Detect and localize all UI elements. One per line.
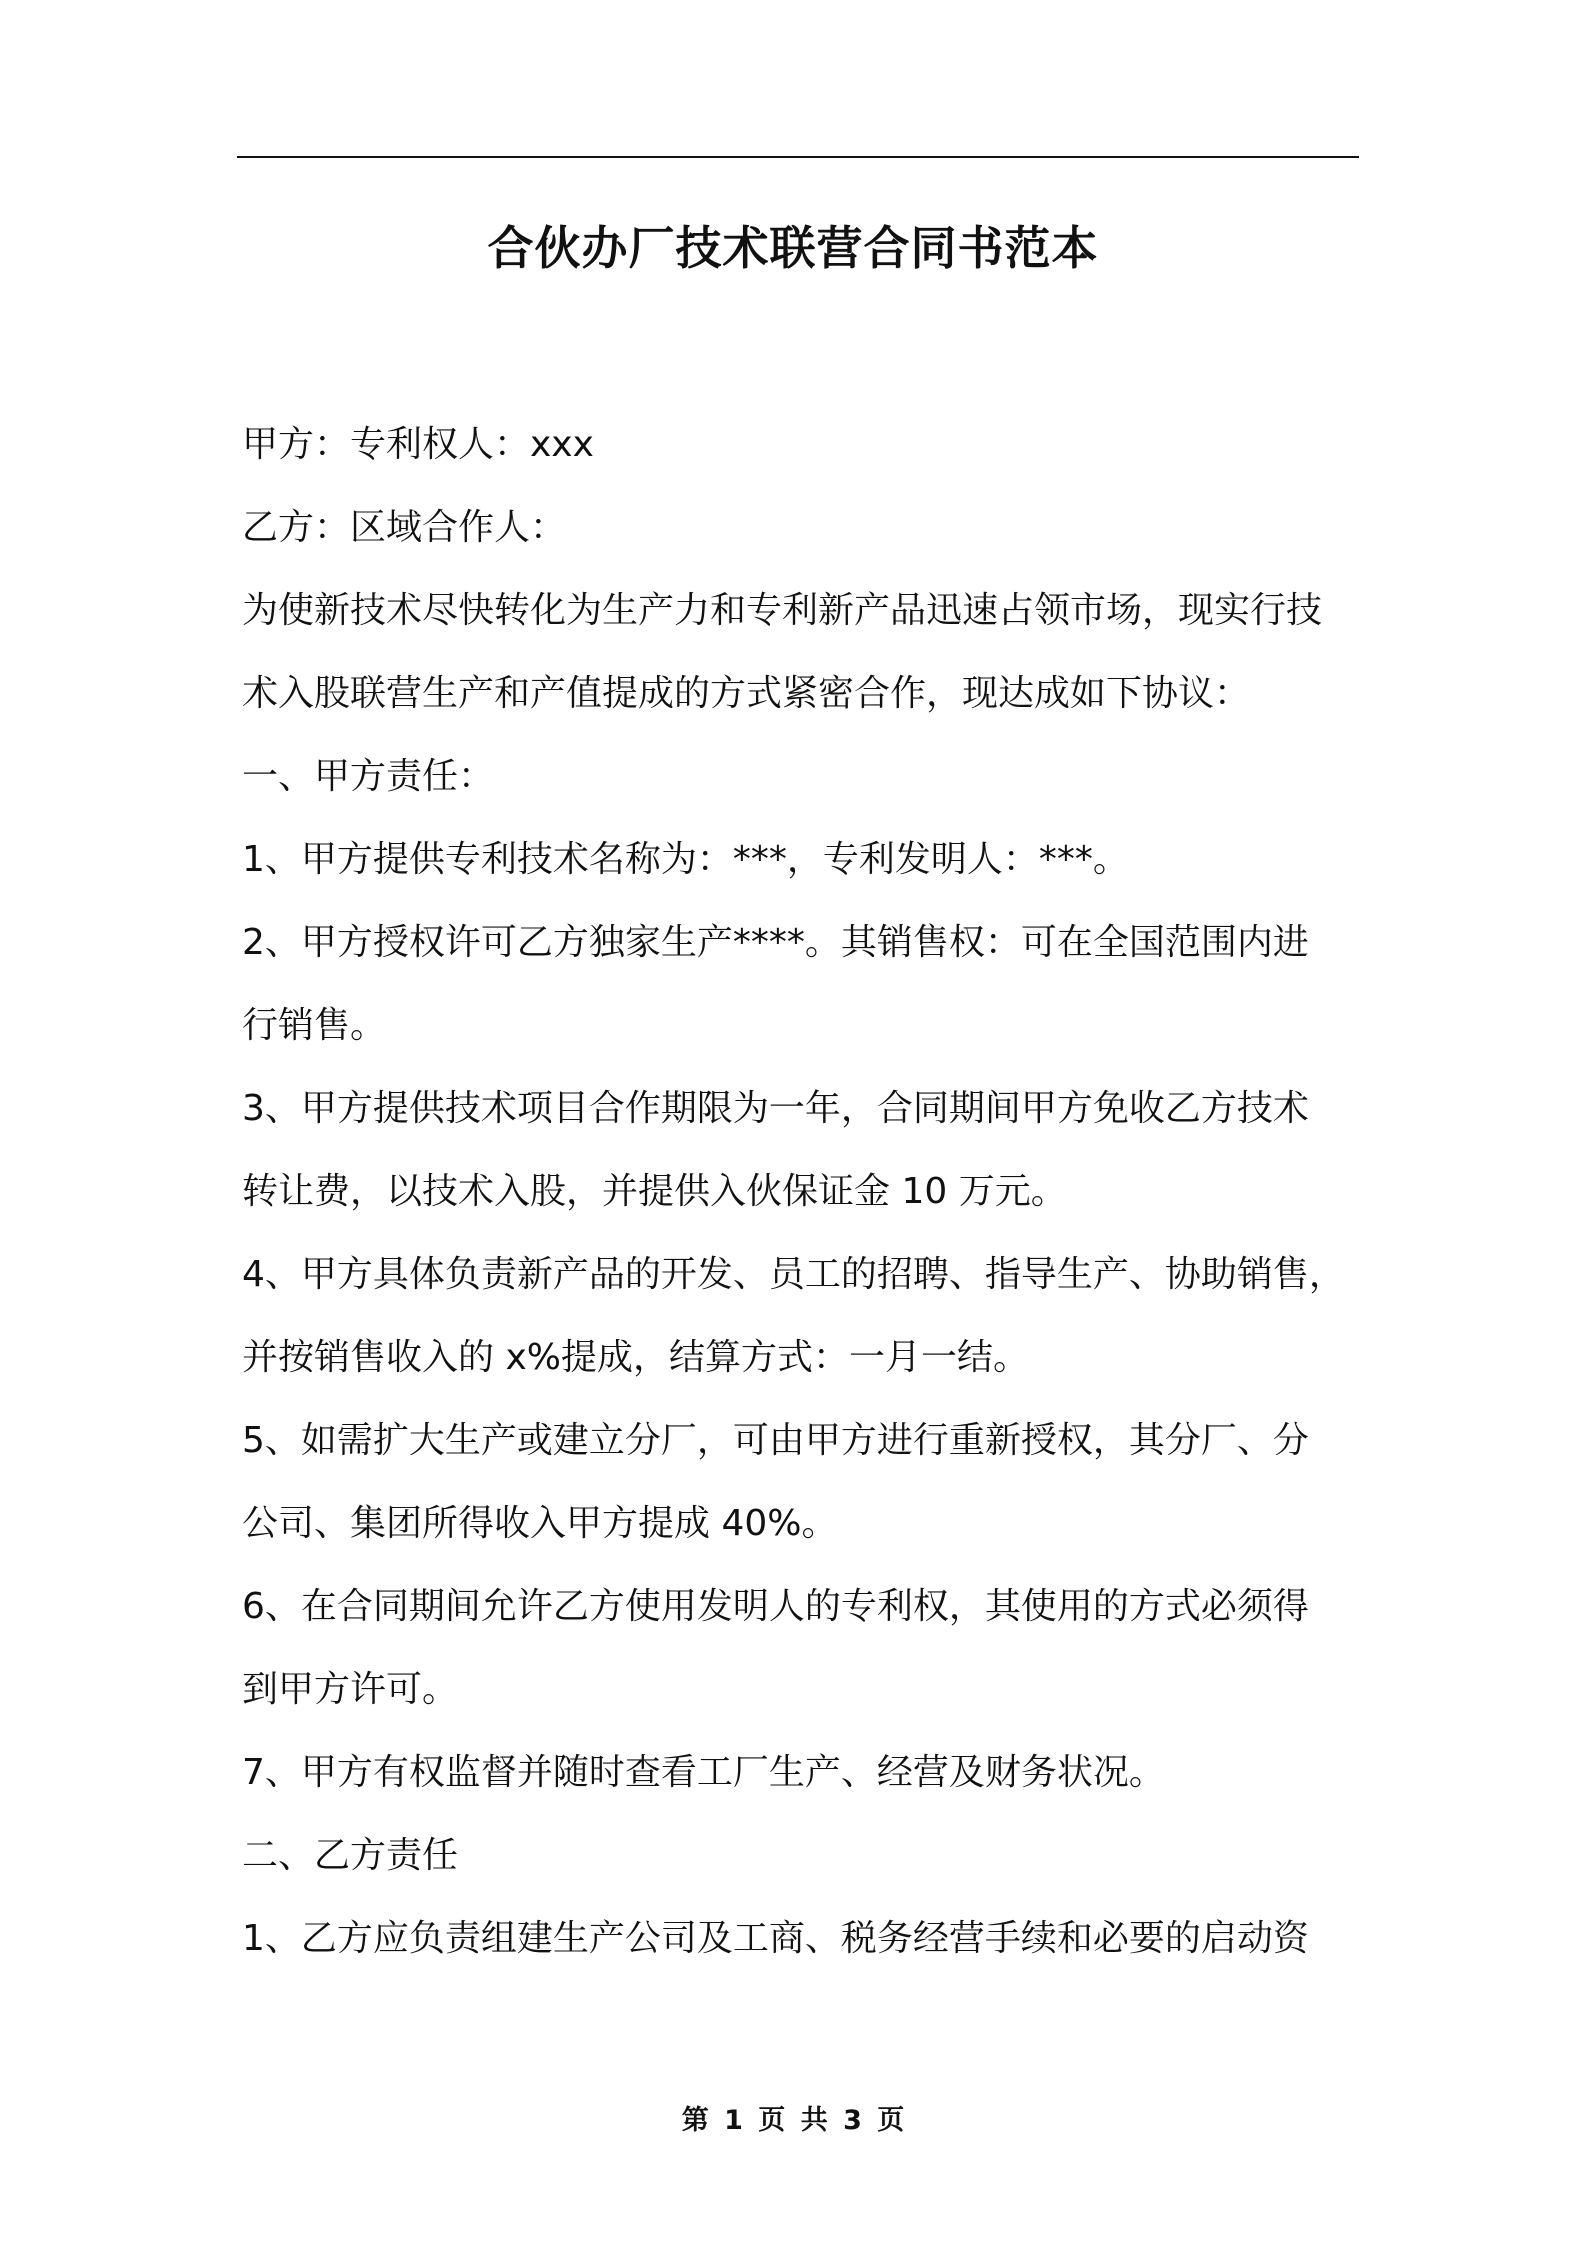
document-title: 合伙办厂技术联营合同书范本 <box>487 221 1099 275</box>
clause-line: 1、甲方提供专利技术名称为：***，专利发明人：***。 <box>242 839 1129 880</box>
clause-line: 7、甲方有权监督并随时查看工厂生产、经营及财务状况。 <box>242 1752 1165 1793</box>
clause-line: 1、乙方应负责组建生产公司及工商、税务经营手续和必要的启动资 <box>242 1918 1309 1959</box>
clause-line: 公司、集团所得收入甲方提成 40%。 <box>242 1503 838 1544</box>
clause-line: 行销售。 <box>242 1005 387 1046</box>
clause-line: 到甲方许可。 <box>242 1669 459 1710</box>
clause-line: 4、甲方具体负责新产品的开发、员工的招聘、指导生产、协助销售， <box>242 1254 1345 1295</box>
clause-line: 并按销售收入的 x%提成，结算方式：一月一结。 <box>242 1337 1029 1378</box>
party-b-line: 乙方：区域合作人： <box>242 507 567 548</box>
header-rule <box>237 156 1359 158</box>
party-a-line: 甲方：专利权人：xxx <box>242 424 594 465</box>
clause-line: 6、在合同期间允许乙方使用发明人的专利权，其使用的方式必须得 <box>242 1586 1309 1627</box>
section-heading: 一、甲方责任： <box>242 756 495 797</box>
preamble-line: 术入股联营生产和产值提成的方式紧密合作，现达成如下协议： <box>242 673 1251 714</box>
page-number: 第 1 页 共 3 页 <box>681 2105 905 2136</box>
clause-line: 2、甲方授权许可乙方独家生产****。其销售权：可在全国范围内进 <box>242 922 1309 963</box>
preamble-line: 为使新技术尽快转化为生产力和专利新产品迅速占领市场，现实行技 <box>242 590 1323 631</box>
section-heading: 二、乙方责任 <box>242 1835 459 1876</box>
clause-line: 3、甲方提供技术项目合作期限为一年，合同期间甲方免收乙方技术 <box>242 1088 1309 1129</box>
document-body <box>242 403 1367 1980</box>
clause-line: 转让费，以技术入股，并提供入伙保证金 10 万元。 <box>242 1171 1067 1212</box>
clause-line: 5、如需扩大生产或建立分厂，可由甲方进行重新授权，其分厂、分 <box>242 1420 1309 1461</box>
